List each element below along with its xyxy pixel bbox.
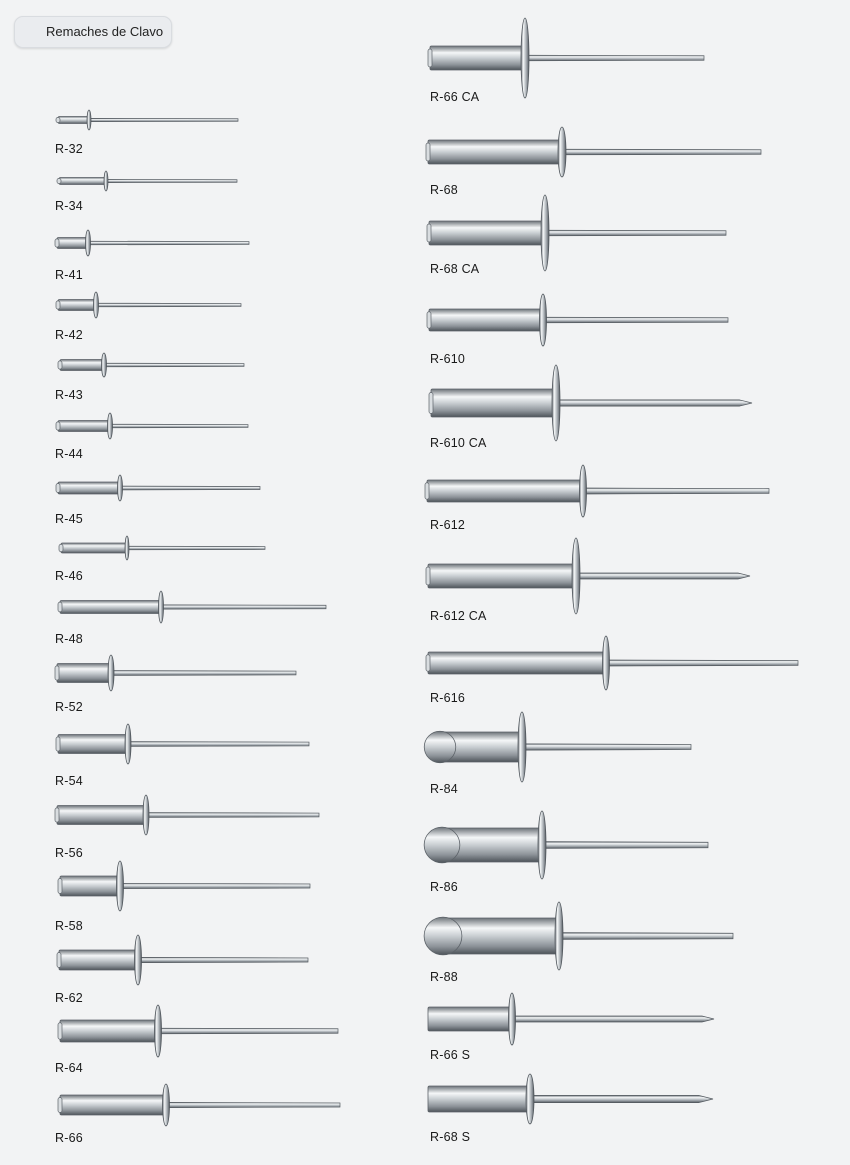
mandrel [166, 1102, 340, 1107]
mandrel [106, 179, 237, 182]
rivet-image-r-58 [56, 857, 318, 915]
mandrel-head-tip [58, 879, 62, 894]
rivet-label: R-66 S [430, 1048, 471, 1062]
mandrel-head-tip [57, 953, 61, 968]
rivet-label: R-616 [430, 691, 466, 705]
mandrel-head-tip [57, 178, 61, 183]
rivet-label: R-612 CA [430, 609, 487, 623]
mandrel-head-tip [59, 544, 63, 552]
mandrel [522, 744, 691, 750]
mandrel [111, 671, 296, 676]
rivet-image-r-52 [53, 651, 304, 695]
mandrel [96, 303, 241, 307]
rivet-flange [86, 230, 91, 256]
mandrel [104, 363, 244, 367]
rivet-body [429, 221, 545, 245]
rivet-flange [118, 475, 123, 501]
mandrel-head-tip [427, 224, 431, 242]
rivet-label: R-43 [55, 388, 83, 402]
mandrel-head-dome [424, 917, 462, 955]
rivet-flange [155, 1005, 162, 1057]
rivet-label: R-68 [430, 183, 458, 197]
mandrel-head-tip [58, 1098, 62, 1113]
rivet-label: R-45 [55, 512, 83, 526]
rivet-label: R-52 [55, 700, 83, 714]
rivet-label: R-34 [55, 199, 83, 213]
rivet-body [428, 652, 606, 674]
rivet-label: R-41 [55, 268, 83, 282]
rivet-flange [135, 935, 142, 985]
rivet-body [58, 117, 89, 124]
mandrel-head-tip [55, 666, 59, 680]
rivet-flange [538, 811, 546, 879]
mandrel-head-dome [424, 731, 456, 763]
rivet-body [429, 309, 543, 331]
rivet-label: R-610 [430, 352, 466, 366]
rivet-label: R-64 [55, 1061, 83, 1075]
rivet-body [57, 806, 146, 825]
mandrel [120, 883, 310, 888]
rivet-label: R-46 [55, 569, 83, 583]
mandrel-head-dome [424, 827, 460, 863]
rivet-body [60, 1095, 166, 1115]
rivet-flange [552, 365, 560, 441]
rivet-image-r-68 [424, 123, 769, 181]
rivet-body [430, 46, 525, 70]
rivet-image-r-616 [424, 632, 806, 694]
rivet-body [428, 140, 562, 164]
rivet-label: R-68 S [430, 1130, 471, 1144]
mandrel [512, 1016, 714, 1022]
rivet-flange [509, 993, 516, 1045]
rivet-body [61, 543, 127, 553]
rivet-label: R-612 [430, 518, 466, 532]
mandrel-head-tip [56, 737, 60, 751]
mandrel [583, 488, 769, 494]
rivet-label: R-54 [55, 774, 83, 788]
mandrel [161, 605, 326, 609]
rivet-body [428, 1086, 530, 1112]
rivet-body [60, 360, 104, 371]
mandrel [576, 573, 750, 579]
rivet-body [60, 601, 161, 614]
rivet-flange [159, 591, 164, 623]
mandrel-head-tip [428, 49, 432, 67]
rivet-image-r-612 [423, 461, 777, 521]
mandrel [89, 118, 238, 121]
rivet-flange [603, 636, 610, 690]
rivet-label: R-610 CA [430, 436, 487, 450]
rivet-body [60, 876, 120, 896]
mandrel-head-tip [56, 484, 60, 493]
rivet-flange [580, 465, 587, 517]
mandrel [556, 400, 752, 406]
mandrel [128, 742, 309, 747]
rivet-image-r-610 [425, 290, 736, 350]
rivet-flange [125, 536, 129, 560]
rivet-flange [555, 902, 563, 970]
mandrel-head-tip [429, 393, 433, 414]
mandrel-head-tip [55, 808, 59, 822]
rivet-body [58, 300, 96, 311]
rivet-image-r-42 [54, 288, 249, 322]
rivet-flange [572, 538, 580, 614]
rivet-label: R-44 [55, 447, 83, 461]
mandrel-head-tip [426, 655, 430, 672]
rivet-label: R-62 [55, 991, 83, 1005]
rivet-image-r-48 [56, 587, 334, 627]
rivet-image-r-68-s [424, 1070, 721, 1128]
rivet-body [57, 238, 88, 249]
rivet-body [59, 178, 106, 185]
rivet-image-r-62 [55, 931, 316, 989]
rivet-image-r-612-ca [424, 534, 758, 618]
rivet-label: R-42 [55, 328, 83, 342]
rivet-image-r-64 [56, 1001, 346, 1061]
mandrel [138, 957, 308, 962]
rivet-label: R-86 [430, 880, 458, 894]
rivet-label: R-48 [55, 632, 83, 646]
rivet-label: R-88 [430, 970, 458, 984]
mandrel-head-tip [56, 301, 60, 309]
rivet-flange [108, 655, 114, 691]
mandrel [545, 230, 726, 236]
rivet-image-r-66-ca [426, 14, 712, 102]
rivet-image-r-44 [54, 409, 256, 443]
rivet-label: R-66 [55, 1131, 83, 1145]
title-tag: Remaches de Clavo [14, 16, 172, 48]
rivet-body [59, 950, 138, 970]
rivet-image-r-41 [53, 226, 257, 260]
mandrel [110, 424, 248, 428]
rivet-image-r-88 [423, 898, 741, 974]
rivet-flange [125, 724, 131, 764]
rivet-body [58, 482, 120, 494]
rivet-image-r-54 [54, 720, 317, 768]
rivet-image-r-86 [423, 807, 716, 883]
mandrel [146, 813, 319, 818]
mandrel [559, 933, 733, 940]
mandrel-head-tip [56, 422, 60, 430]
mandrel-head-tip [427, 312, 431, 329]
rivet-label: R-58 [55, 919, 83, 933]
mandrel [530, 1095, 713, 1102]
rivet-flange [108, 413, 113, 439]
mandrel [127, 546, 265, 550]
rivet-label: R-32 [55, 142, 83, 156]
rivet-flange [102, 353, 107, 377]
mandrel-head-tip [58, 1023, 62, 1040]
rivet-flange [87, 110, 91, 130]
rivet-body [60, 1020, 158, 1042]
rivet-flange [117, 861, 124, 911]
rivet-image-r-46 [57, 532, 273, 564]
mandrel [88, 241, 249, 245]
rivet-flange [518, 712, 526, 782]
rivet-flange [541, 195, 549, 271]
rivet-label: R-56 [55, 846, 83, 860]
rivet-image-r-66 [56, 1080, 348, 1130]
rivet-label: R-68 CA [430, 262, 480, 276]
mandrel-head-tip [58, 602, 62, 612]
rivet-image-r-610-ca [427, 361, 760, 445]
rivet-label: R-66 CA [430, 90, 480, 104]
mandrel [562, 149, 761, 155]
rivet-label: R-84 [430, 782, 458, 796]
rivet-image-r-66-s [424, 989, 722, 1049]
rivet-flange [558, 127, 566, 177]
rivet-body [57, 664, 111, 683]
rivet-body [58, 735, 128, 754]
rivet-image-r-84 [423, 708, 699, 786]
rivet-flange [521, 18, 529, 98]
mandrel-head-tip [55, 239, 59, 247]
mandrel-head-tip [58, 361, 62, 369]
mandrel [542, 842, 708, 849]
rivet-body [428, 1007, 512, 1031]
mandrel [525, 55, 704, 61]
rivet-image-r-56 [53, 791, 327, 839]
mandrel [606, 660, 798, 666]
rivet-body [431, 389, 556, 417]
rivet-flange [94, 292, 99, 318]
mandrel-head-tip [426, 567, 430, 585]
mandrel-head-tip [56, 117, 60, 122]
rivet-flange [104, 171, 108, 191]
mandrel-head-tip [425, 483, 429, 500]
mandrel-head-tip [426, 143, 430, 161]
rivet-image-r-45 [54, 471, 268, 505]
rivet-flange [540, 294, 547, 346]
rivet-flange [526, 1074, 534, 1124]
rivet-image-r-32 [54, 106, 246, 134]
rivet-flange [163, 1084, 170, 1126]
rivet-body [58, 421, 110, 432]
mandrel [120, 486, 260, 490]
rivet-flange [143, 795, 149, 835]
rivet-image-r-43 [56, 349, 252, 381]
mandrel [543, 317, 728, 323]
mandrel [158, 1028, 338, 1034]
rivet-image-r-34 [55, 167, 245, 195]
rivet-body [427, 480, 583, 502]
rivet-body [428, 564, 576, 588]
